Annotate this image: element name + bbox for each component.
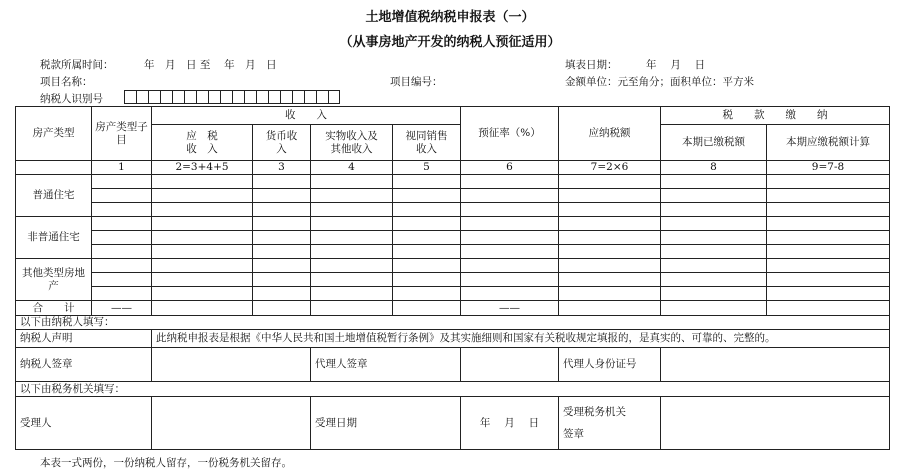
taxpayer-id-digit-box[interactable] bbox=[220, 90, 232, 104]
input-cell[interactable] bbox=[92, 259, 152, 273]
input-cell[interactable] bbox=[559, 203, 661, 217]
input-cell[interactable] bbox=[461, 231, 559, 245]
agent-signature-label: 代理人签章 bbox=[311, 348, 461, 382]
input-cell[interactable] bbox=[311, 301, 393, 316]
input-cell[interactable] bbox=[311, 287, 393, 301]
input-cell[interactable] bbox=[559, 301, 661, 316]
input-cell[interactable] bbox=[767, 217, 890, 231]
taxpayer-id-digit-box[interactable] bbox=[280, 90, 292, 104]
receive-date-value[interactable]: 年 月 日 bbox=[461, 397, 559, 450]
input-cell[interactable] bbox=[559, 273, 661, 287]
input-cell[interactable] bbox=[253, 287, 311, 301]
input-cell[interactable] bbox=[393, 175, 461, 189]
input-cell[interactable] bbox=[559, 217, 661, 231]
taxpayer-id-digit-box[interactable] bbox=[268, 90, 280, 104]
table-row bbox=[16, 217, 890, 231]
input-cell[interactable] bbox=[767, 189, 890, 203]
input-cell[interactable] bbox=[767, 175, 890, 189]
input-cell[interactable] bbox=[92, 175, 152, 189]
table-row bbox=[16, 203, 890, 217]
table-row bbox=[16, 287, 890, 301]
input-cell[interactable] bbox=[461, 217, 559, 231]
input-cell[interactable] bbox=[92, 245, 152, 259]
input-cell[interactable] bbox=[767, 245, 890, 259]
taxpayer-id-digit-box[interactable] bbox=[292, 90, 304, 104]
input-cell[interactable] bbox=[559, 175, 661, 189]
input-cell[interactable] bbox=[661, 203, 767, 217]
input-cell[interactable] bbox=[253, 203, 311, 217]
input-cell[interactable] bbox=[661, 301, 767, 316]
header-property-type: 房产类型 bbox=[16, 107, 92, 161]
header-paid-this-period: 本期已缴税额 bbox=[661, 125, 767, 161]
header-due-this-period: 本期应缴税额计算 bbox=[767, 125, 890, 161]
input-cell[interactable] bbox=[559, 231, 661, 245]
taxpayer-section-heading: 以下由纳税人填写： bbox=[16, 316, 890, 330]
col-number: 3 bbox=[253, 161, 311, 175]
receiver-label: 受理人 bbox=[16, 397, 152, 450]
input-cell[interactable] bbox=[767, 301, 890, 316]
input-cell[interactable] bbox=[253, 189, 311, 203]
input-cell[interactable] bbox=[152, 231, 253, 245]
total-subtype-dash: —— bbox=[92, 301, 152, 316]
col-number: 8 bbox=[661, 161, 767, 175]
input-cell[interactable] bbox=[661, 287, 767, 301]
table-row bbox=[16, 259, 890, 273]
input-cell[interactable] bbox=[92, 287, 152, 301]
col-number: 9=7-8 bbox=[767, 161, 890, 175]
input-cell[interactable] bbox=[461, 259, 559, 273]
input-cell[interactable] bbox=[559, 287, 661, 301]
tax-period-value[interactable]: 年 月 日 至 年 月 日 bbox=[144, 59, 277, 71]
taxpayer-id-digit-box[interactable] bbox=[232, 90, 244, 104]
input-cell[interactable] bbox=[253, 259, 311, 273]
input-cell[interactable] bbox=[767, 273, 890, 287]
header-income-group: 收 入 bbox=[152, 107, 461, 125]
header-tax-payable: 应纳税额 bbox=[559, 107, 661, 161]
table-row bbox=[16, 273, 890, 287]
input-cell[interactable] bbox=[393, 231, 461, 245]
taxpayer-declaration-text: 此纳税申报表是根据《中华人民共和国土地增值税暂行条例》及其实施细则和国家有关税收规定填报的，是真实的、可靠的、完整的。 bbox=[152, 330, 890, 348]
input-cell[interactable] bbox=[767, 259, 890, 273]
input-cell[interactable] bbox=[661, 273, 767, 287]
input-cell[interactable] bbox=[253, 301, 311, 316]
receive-date-label: 受理日期 bbox=[311, 397, 461, 450]
total-row bbox=[16, 301, 890, 316]
input-cell[interactable] bbox=[253, 231, 311, 245]
agent-id-field[interactable] bbox=[661, 348, 890, 382]
col-number: 2=3+4+5 bbox=[152, 161, 253, 175]
input-cell[interactable] bbox=[661, 189, 767, 203]
taxpayer-signature-label: 纳税人签章 bbox=[16, 348, 152, 382]
header-taxable-income: 应 税 收 入 bbox=[152, 125, 253, 161]
taxpayer-id-digit-box[interactable] bbox=[136, 90, 148, 104]
input-cell[interactable] bbox=[253, 175, 311, 189]
input-cell[interactable] bbox=[92, 203, 152, 217]
total-rate-dash: —— bbox=[461, 301, 559, 316]
input-cell[interactable] bbox=[393, 217, 461, 231]
footer-note: 本表一式两份，一份纳税人留存，一份税务机关留存。 bbox=[40, 457, 292, 469]
taxpayer-id-digit-box[interactable] bbox=[316, 90, 328, 104]
col-number: 7=2×6 bbox=[559, 161, 661, 175]
input-cell[interactable] bbox=[311, 245, 393, 259]
input-cell[interactable] bbox=[461, 245, 559, 259]
input-cell[interactable] bbox=[393, 189, 461, 203]
taxpayer-id-label: 纳税人识别号 bbox=[40, 93, 103, 105]
input-cell[interactable] bbox=[461, 203, 559, 217]
input-cell[interactable] bbox=[767, 231, 890, 245]
input-cell[interactable] bbox=[461, 189, 559, 203]
taxpayer-id-digit-box[interactable] bbox=[172, 90, 184, 104]
input-cell[interactable] bbox=[152, 175, 253, 189]
input-cell[interactable] bbox=[253, 217, 311, 231]
tax-office-section-heading: 以下由税务机关填写： bbox=[16, 382, 890, 397]
input-cell[interactable] bbox=[661, 245, 767, 259]
input-cell[interactable] bbox=[393, 273, 461, 287]
input-cell[interactable] bbox=[393, 203, 461, 217]
row-label-total: 合 计 bbox=[16, 301, 92, 316]
unit-label: 金额单位：元至角分；面积单位：平方米 bbox=[565, 76, 754, 88]
input-cell[interactable] bbox=[253, 273, 311, 287]
taxpayer-id-digit-box[interactable] bbox=[160, 90, 172, 104]
input-cell[interactable] bbox=[661, 217, 767, 231]
input-cell[interactable] bbox=[311, 175, 393, 189]
fill-date-value[interactable]: 年 月 日 bbox=[646, 59, 706, 71]
input-cell[interactable] bbox=[152, 287, 253, 301]
input-cell[interactable] bbox=[559, 245, 661, 259]
input-cell[interactable] bbox=[152, 203, 253, 217]
header-in-kind-income: 实物收入及 其他收入 bbox=[311, 125, 393, 161]
input-cell[interactable] bbox=[253, 245, 311, 259]
input-cell[interactable] bbox=[152, 273, 253, 287]
table-row bbox=[16, 189, 890, 203]
row-label-non-ordinary-housing: 非普通住宅 bbox=[16, 217, 92, 259]
header-levy-rate: 预征率（%） bbox=[461, 107, 559, 161]
input-cell[interactable] bbox=[767, 287, 890, 301]
table-row bbox=[16, 231, 890, 245]
input-cell[interactable] bbox=[559, 259, 661, 273]
receiver-field[interactable] bbox=[152, 397, 311, 450]
taxpayer-id-digit-box[interactable] bbox=[328, 90, 340, 104]
header-property-subtype: 房产类型子目 bbox=[92, 107, 152, 161]
agent-id-label: 代理人身份证号 bbox=[559, 348, 661, 382]
taxpayer-id-digit-box[interactable] bbox=[256, 90, 268, 104]
input-cell[interactable] bbox=[559, 189, 661, 203]
agent-signature-field[interactable] bbox=[461, 348, 559, 382]
input-cell[interactable] bbox=[92, 189, 152, 203]
input-cell[interactable] bbox=[393, 245, 461, 259]
table-row bbox=[16, 245, 890, 259]
input-cell[interactable] bbox=[393, 301, 461, 316]
input-cell[interactable] bbox=[92, 273, 152, 287]
receiving-office-seal-field[interactable] bbox=[661, 397, 890, 450]
fill-date-label: 填表日期： bbox=[565, 59, 618, 71]
input-cell[interactable] bbox=[311, 189, 393, 203]
input-cell[interactable] bbox=[661, 259, 767, 273]
taxpayer-declaration-label: 纳税人声明 bbox=[16, 330, 152, 348]
input-cell[interactable] bbox=[152, 301, 253, 316]
table-row bbox=[16, 175, 890, 189]
tax-period-label: 税款所属时间： bbox=[40, 59, 114, 71]
col-number: 5 bbox=[393, 161, 461, 175]
project-name-label: 项目名称： bbox=[40, 76, 93, 88]
project-no-label: 项目编号： bbox=[390, 76, 443, 88]
input-cell[interactable] bbox=[152, 259, 253, 273]
input-cell[interactable] bbox=[393, 259, 461, 273]
taxpayer-id-digit-box[interactable] bbox=[304, 90, 316, 104]
header-tax-payment-group: 税 款 缴 纳 bbox=[661, 107, 890, 125]
taxpayer-signature-field[interactable] bbox=[152, 348, 311, 382]
taxpayer-id-digit-box[interactable] bbox=[244, 90, 256, 104]
col-number: 4 bbox=[311, 161, 393, 175]
input-cell[interactable] bbox=[393, 287, 461, 301]
column-number-row bbox=[16, 161, 890, 175]
input-cell[interactable] bbox=[461, 287, 559, 301]
input-cell[interactable] bbox=[92, 217, 152, 231]
taxpayer-id-boxes[interactable] bbox=[124, 90, 340, 104]
taxpayer-id-digit-box[interactable] bbox=[196, 90, 208, 104]
input-cell[interactable] bbox=[152, 245, 253, 259]
form-subtitle: （从事房地产开发的纳税人预征适用） bbox=[339, 35, 561, 50]
input-cell[interactable] bbox=[311, 217, 393, 231]
input-cell[interactable] bbox=[461, 175, 559, 189]
declaration-table bbox=[15, 106, 890, 450]
input-cell[interactable] bbox=[311, 259, 393, 273]
input-cell[interactable] bbox=[152, 189, 253, 203]
input-cell[interactable] bbox=[461, 273, 559, 287]
input-cell[interactable] bbox=[661, 175, 767, 189]
row-label-ordinary-housing: 普通住宅 bbox=[16, 175, 92, 217]
receiving-office-seal-label: 受理税务机关 签章 bbox=[559, 397, 661, 450]
row-label-other-property: 其他类型房地产 bbox=[16, 259, 92, 301]
input-cell[interactable] bbox=[311, 203, 393, 217]
taxpayer-id-digit-box[interactable] bbox=[208, 90, 220, 104]
input-cell[interactable] bbox=[92, 231, 152, 245]
input-cell[interactable] bbox=[311, 273, 393, 287]
col-number: 6 bbox=[461, 161, 559, 175]
input-cell[interactable] bbox=[311, 231, 393, 245]
input-cell[interactable] bbox=[661, 231, 767, 245]
input-cell[interactable] bbox=[767, 203, 890, 217]
taxpayer-id-digit-box[interactable] bbox=[124, 90, 136, 104]
form-title: 土地增值税纳税申报表（一） bbox=[365, 10, 535, 25]
taxpayer-id-digit-box[interactable] bbox=[184, 90, 196, 104]
header-currency-income: 货币收 入 bbox=[253, 125, 311, 161]
col-number: 1 bbox=[92, 161, 152, 175]
header-deemed-sale-income: 视同销售 收入 bbox=[393, 125, 461, 161]
input-cell[interactable] bbox=[152, 217, 253, 231]
taxpayer-id-digit-box[interactable] bbox=[148, 90, 160, 104]
